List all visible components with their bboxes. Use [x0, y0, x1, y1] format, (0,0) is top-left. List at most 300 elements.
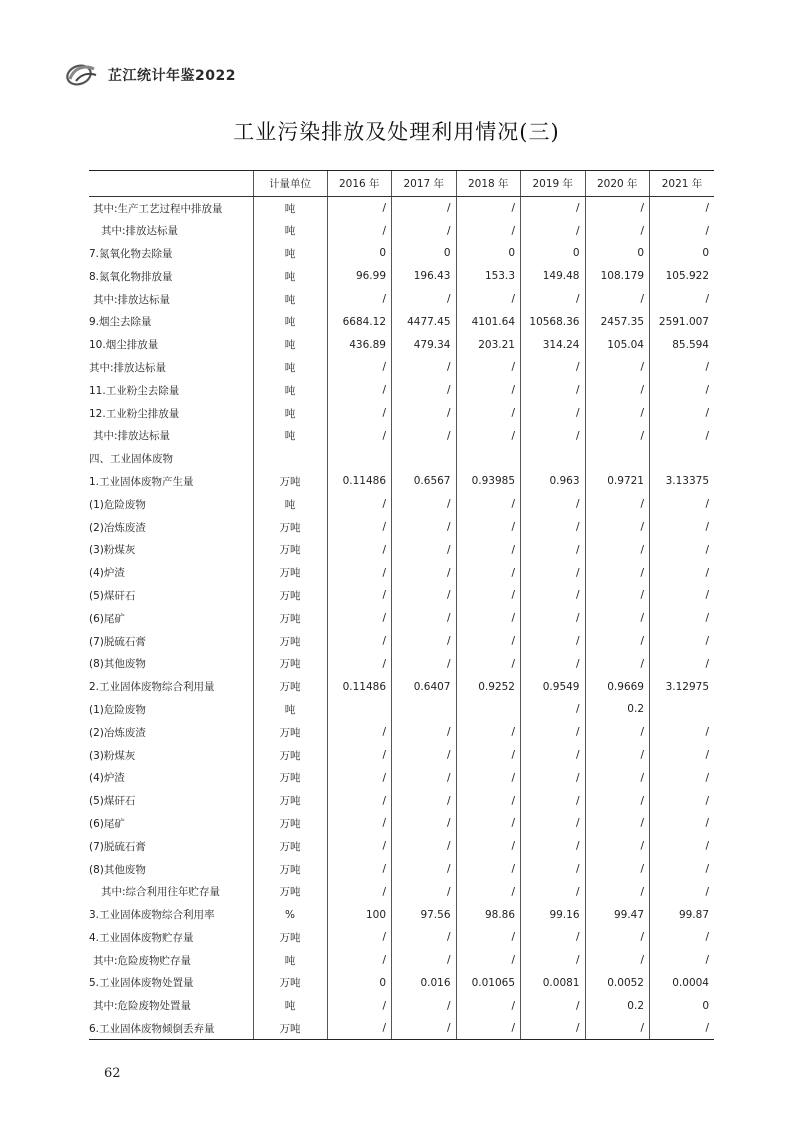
row-label: 四、工业固体废物 — [89, 453, 173, 466]
row-unit: 万吨 — [253, 744, 327, 767]
table-row — [89, 698, 714, 721]
cell-value: / — [456, 858, 521, 881]
cell-value: 0 — [521, 242, 586, 265]
row-label: 12.工业粉尘排放量 — [89, 407, 180, 420]
cell-value: 314.24 — [521, 333, 586, 356]
table-row — [89, 766, 714, 789]
table-row — [89, 470, 714, 493]
cell-value: / — [327, 858, 392, 881]
row-unit: 吨 — [253, 197, 327, 220]
table-row — [89, 858, 714, 881]
cell-value: / — [456, 607, 521, 630]
table-row — [89, 333, 714, 356]
cell-value: / — [521, 812, 586, 835]
cell-value: 0 — [650, 994, 715, 1017]
cell-value: 0.93985 — [456, 470, 521, 493]
cell-value: 2591.007 — [650, 310, 715, 333]
cell-value: 2457.35 — [585, 310, 650, 333]
cell-value: 0 — [456, 242, 521, 265]
row-label: (1)危险废物 — [89, 703, 146, 716]
column-header: 2021 年 — [650, 171, 715, 197]
cell-value: / — [456, 721, 521, 744]
cell-value: 0.9669 — [585, 675, 650, 698]
cell-value: / — [521, 424, 586, 447]
cell-value: / — [456, 812, 521, 835]
cell-value: / — [585, 607, 650, 630]
cell-value: 105.04 — [585, 333, 650, 356]
cell-value: / — [650, 721, 715, 744]
cell-value: 0.2 — [585, 698, 650, 721]
row-unit: 万吨 — [253, 516, 327, 539]
table-row — [89, 424, 714, 447]
row-unit: 吨 — [253, 356, 327, 379]
cell-value: / — [392, 219, 457, 242]
cell-value: / — [327, 219, 392, 242]
table-row — [89, 493, 714, 516]
row-label: 其中:综合利用往年贮存量 — [101, 886, 221, 899]
cell-value — [327, 698, 392, 721]
cell-value: / — [521, 1017, 586, 1040]
row-label: 1.工业固体废物产生量 — [89, 475, 194, 488]
cell-value: 0.963 — [521, 470, 586, 493]
cell-value: / — [585, 493, 650, 516]
cell-value: / — [456, 949, 521, 972]
cell-value: 0 — [327, 972, 392, 995]
cell-value: 98.86 — [456, 903, 521, 926]
cell-value: / — [585, 858, 650, 881]
cell-value: / — [521, 538, 586, 561]
row-label: (6)尾矿 — [89, 817, 125, 830]
row-unit: 万吨 — [253, 675, 327, 698]
cell-value: / — [392, 493, 457, 516]
row-label: (8)其他废物 — [89, 658, 146, 671]
cell-value: / — [327, 721, 392, 744]
table-row — [89, 880, 714, 903]
cell-value: / — [521, 288, 586, 311]
page-title: 工业污染排放及处理利用情况(三) — [233, 120, 560, 144]
cell-value: / — [456, 1017, 521, 1040]
cell-value: / — [650, 789, 715, 812]
row-label: 3.工业固体废物综合利用率 — [89, 909, 215, 922]
row-label: (2)冶炼废渣 — [89, 726, 146, 739]
cell-value: 203.21 — [456, 333, 521, 356]
cell-value: / — [650, 607, 715, 630]
cell-value: / — [456, 835, 521, 858]
cell-value: / — [327, 288, 392, 311]
cell-value: / — [392, 926, 457, 949]
table-row — [89, 903, 714, 926]
cell-value: / — [327, 630, 392, 653]
cell-value: / — [456, 288, 521, 311]
cell-value: / — [650, 812, 715, 835]
cell-value: / — [392, 835, 457, 858]
row-unit: 万吨 — [253, 858, 327, 881]
cell-value: / — [650, 584, 715, 607]
column-header: 计量单位 — [253, 171, 327, 197]
cell-value: / — [521, 493, 586, 516]
cell-value: / — [585, 949, 650, 972]
cell-value: 0.6407 — [392, 675, 457, 698]
row-unit: 万吨 — [253, 880, 327, 903]
row-label: (1)危险废物 — [89, 498, 146, 511]
row-unit: 吨 — [253, 265, 327, 288]
cell-value: / — [327, 607, 392, 630]
page-header — [64, 62, 236, 88]
cell-value: / — [521, 584, 586, 607]
cell-value: / — [585, 812, 650, 835]
row-label: (7)脱硫石膏 — [89, 840, 146, 853]
cell-value: / — [585, 652, 650, 675]
cell-value: / — [521, 561, 586, 584]
cell-value: / — [456, 789, 521, 812]
row-unit: 万吨 — [253, 835, 327, 858]
cell-value: 0.9721 — [585, 470, 650, 493]
cell-value: / — [327, 424, 392, 447]
row-unit: 吨 — [253, 333, 327, 356]
cell-value: / — [456, 538, 521, 561]
table-row — [89, 538, 714, 561]
cell-value: / — [650, 379, 715, 402]
row-unit: 吨 — [253, 994, 327, 1017]
cell-value: / — [392, 516, 457, 539]
cell-value: 3.13375 — [650, 470, 715, 493]
cell-value: / — [521, 858, 586, 881]
cell-value: 10568.36 — [521, 310, 586, 333]
row-label: (5)煤矸石 — [89, 589, 136, 602]
cell-value: 0 — [327, 242, 392, 265]
cell-value — [327, 447, 392, 470]
cell-value: / — [585, 926, 650, 949]
cell-value — [650, 447, 715, 470]
cell-value: / — [392, 880, 457, 903]
cell-value: / — [650, 516, 715, 539]
cell-value: / — [585, 561, 650, 584]
row-label: 其中:排放达标量 — [93, 293, 171, 306]
cell-value: 0.9549 — [521, 675, 586, 698]
row-label: 6.工业固体废物倾倒丢弃量 — [89, 1017, 253, 1040]
cell-value: / — [327, 880, 392, 903]
row-label: 10.烟尘排放量 — [89, 339, 159, 352]
table-row — [89, 812, 714, 835]
cell-value: 0.9252 — [456, 675, 521, 698]
row-label: 其中:排放达标量 — [89, 361, 167, 374]
row-label: (4)炉渣 — [89, 567, 125, 580]
table-row — [89, 630, 714, 653]
row-unit: 万吨 — [253, 789, 327, 812]
table-row — [89, 675, 714, 698]
row-label: (2)冶炼废渣 — [89, 521, 146, 534]
row-label: 7.氮氧化物去除量 — [89, 247, 173, 260]
row-unit: 吨 — [253, 949, 327, 972]
row-unit: 万吨 — [253, 972, 327, 995]
cell-value — [650, 698, 715, 721]
table-row — [89, 721, 714, 744]
cell-value: / — [456, 561, 521, 584]
cell-value: / — [521, 766, 586, 789]
cell-value: / — [327, 584, 392, 607]
row-label: (6)尾矿 — [89, 612, 125, 625]
row-label: 其中:排放达标量 — [101, 225, 179, 238]
table-row — [89, 447, 714, 470]
yearbook-title: 芷江统计年鉴2022 — [108, 68, 236, 84]
table-body — [89, 197, 714, 1040]
cell-value: 99.87 — [650, 903, 715, 926]
table-row — [89, 835, 714, 858]
cell-value: / — [456, 402, 521, 425]
cell-value: / — [521, 197, 586, 220]
row-label: (7)脱硫石膏 — [89, 635, 146, 648]
row-unit: 万吨 — [253, 538, 327, 561]
cell-value: / — [456, 424, 521, 447]
cell-value: / — [521, 698, 586, 721]
cell-value: / — [327, 835, 392, 858]
cell-value: / — [650, 858, 715, 881]
row-label: 11.工业粉尘去除量 — [89, 384, 180, 397]
cell-value: / — [585, 402, 650, 425]
cell-value: 0 — [585, 242, 650, 265]
cell-value: / — [392, 652, 457, 675]
cell-value: / — [521, 721, 586, 744]
cell-value: 0.0081 — [521, 972, 586, 995]
cell-value: / — [456, 766, 521, 789]
cell-value: / — [650, 356, 715, 379]
cell-value: / — [327, 538, 392, 561]
table-row — [89, 288, 714, 311]
cell-value: 479.34 — [392, 333, 457, 356]
cell-value: / — [521, 607, 586, 630]
cell-value: / — [456, 652, 521, 675]
cell-value: / — [456, 630, 521, 653]
row-label: 8.氮氧化物排放量 — [89, 270, 173, 283]
cell-value: / — [327, 789, 392, 812]
cell-value: / — [650, 561, 715, 584]
cell-value: / — [392, 630, 457, 653]
cell-value: / — [650, 1017, 715, 1040]
cell-value: / — [585, 721, 650, 744]
cell-value: / — [650, 197, 715, 220]
row-unit: 万吨 — [253, 561, 327, 584]
cell-value: / — [392, 789, 457, 812]
cell-value: / — [392, 744, 457, 767]
cell-value: / — [392, 538, 457, 561]
row-unit: 万吨 — [253, 926, 327, 949]
row-unit: 吨 — [253, 288, 327, 311]
cell-value: / — [650, 288, 715, 311]
cell-value: / — [585, 379, 650, 402]
row-unit: 吨 — [253, 402, 327, 425]
cell-value: / — [392, 197, 457, 220]
cell-value: 100 — [327, 903, 392, 926]
cell-value: 0.11486 — [327, 470, 392, 493]
cell-value: 436.89 — [327, 333, 392, 356]
row-unit: 万吨 — [253, 607, 327, 630]
cell-value — [392, 698, 457, 721]
table-row — [89, 652, 714, 675]
cell-value: 96.99 — [327, 265, 392, 288]
row-unit: 吨 — [253, 242, 327, 265]
cell-value: / — [585, 516, 650, 539]
cell-value: / — [521, 789, 586, 812]
cell-value: 0.016 — [392, 972, 457, 995]
cell-value: / — [327, 197, 392, 220]
row-unit — [253, 447, 327, 470]
cell-value: / — [392, 607, 457, 630]
cell-value: / — [650, 630, 715, 653]
cell-value: 153.3 — [456, 265, 521, 288]
cell-value: / — [650, 538, 715, 561]
row-unit: 万吨 — [253, 652, 327, 675]
cell-value: / — [585, 288, 650, 311]
cell-value: / — [585, 584, 650, 607]
cell-value: / — [650, 880, 715, 903]
cell-value — [456, 698, 521, 721]
cell-value: 196.43 — [392, 265, 457, 288]
pollution-table — [89, 170, 714, 1040]
cell-value: / — [585, 538, 650, 561]
row-label: 其中:危险废物贮存量 — [93, 954, 192, 967]
column-header: 2017 年 — [392, 171, 457, 197]
row-label: (5)煤矸石 — [89, 795, 136, 808]
cell-value: / — [327, 493, 392, 516]
cell-value: / — [392, 424, 457, 447]
cell-value: / — [456, 493, 521, 516]
table-row — [89, 402, 714, 425]
column-header: 2018 年 — [456, 171, 521, 197]
cell-value: / — [521, 630, 586, 653]
row-label: 2.工业固体废物综合利用量 — [89, 681, 215, 694]
row-label: 其中:危险废物处置量 — [93, 1000, 192, 1013]
cell-value: 0.2 — [585, 994, 650, 1017]
cell-value: / — [585, 766, 650, 789]
cell-value: / — [521, 356, 586, 379]
cell-value: / — [456, 516, 521, 539]
cell-value: 97.56 — [392, 903, 457, 926]
cell-value: / — [585, 356, 650, 379]
cell-value: 85.594 — [650, 333, 715, 356]
cell-value: / — [327, 379, 392, 402]
cell-value: / — [650, 493, 715, 516]
row-unit: 吨 — [253, 219, 327, 242]
cell-value: 0.01065 — [456, 972, 521, 995]
cell-value: 149.48 — [521, 265, 586, 288]
cell-value: 3.12975 — [650, 675, 715, 698]
row-unit: 万吨 — [253, 584, 327, 607]
row-label: 5.工业固体废物处置量 — [89, 977, 194, 990]
cell-value: / — [650, 424, 715, 447]
cell-value: / — [521, 402, 586, 425]
column-header: 2016 年 — [327, 171, 392, 197]
cell-value: / — [392, 994, 457, 1017]
cell-value: / — [585, 835, 650, 858]
cell-value: / — [392, 356, 457, 379]
cell-value: / — [650, 402, 715, 425]
row-label: 4.工业固体废物贮存量 — [89, 931, 194, 944]
row-unit: 吨 — [253, 698, 327, 721]
cell-value: / — [456, 744, 521, 767]
cell-value: / — [456, 584, 521, 607]
table-header-row — [89, 171, 714, 197]
table-row — [89, 949, 714, 972]
row-label: 其中:生产工艺过程中排放量 — [93, 202, 223, 215]
cell-value: 4477.45 — [392, 310, 457, 333]
cell-value: / — [650, 766, 715, 789]
cell-value: 99.16 — [521, 903, 586, 926]
cell-value: 0.11486 — [327, 675, 392, 698]
table-row — [89, 744, 714, 767]
row-unit: % — [253, 903, 327, 926]
cell-value: / — [327, 402, 392, 425]
cell-value: / — [392, 858, 457, 881]
cell-value: / — [650, 949, 715, 972]
row-unit: 万吨 — [253, 766, 327, 789]
column-header: 2019 年 — [521, 171, 586, 197]
cell-value: / — [521, 949, 586, 972]
table-row — [89, 379, 714, 402]
cell-value: / — [521, 994, 586, 1017]
cell-value — [585, 447, 650, 470]
cell-value: / — [392, 584, 457, 607]
cell-value: / — [456, 219, 521, 242]
cell-value: / — [392, 379, 457, 402]
cell-value: / — [327, 652, 392, 675]
cell-value: / — [392, 949, 457, 972]
cell-value: 0.6567 — [392, 470, 457, 493]
column-header: 2020 年 — [585, 171, 650, 197]
table-row — [89, 516, 714, 539]
cell-value: / — [327, 994, 392, 1017]
row-label: (3)粉煤灰 — [89, 749, 136, 762]
cell-value: / — [392, 402, 457, 425]
row-unit: 万吨 — [253, 1017, 327, 1040]
cell-value: / — [521, 744, 586, 767]
yearbook-logo-icon — [64, 63, 100, 87]
table-row — [89, 197, 714, 220]
cell-value: / — [456, 994, 521, 1017]
page-number: 62 — [104, 1066, 121, 1081]
cell-value: / — [456, 356, 521, 379]
row-unit: 吨 — [253, 424, 327, 447]
cell-value: 108.179 — [585, 265, 650, 288]
row-label: (8)其他废物 — [89, 863, 146, 876]
cell-value: / — [521, 926, 586, 949]
cell-value: / — [521, 379, 586, 402]
cell-value: 6684.12 — [327, 310, 392, 333]
table-row — [89, 926, 714, 949]
cell-value: / — [585, 424, 650, 447]
cell-value: / — [521, 835, 586, 858]
cell-value: / — [650, 926, 715, 949]
cell-value: / — [521, 219, 586, 242]
cell-value: / — [392, 721, 457, 744]
cell-value: / — [650, 835, 715, 858]
row-unit: 吨 — [253, 379, 327, 402]
table-row — [89, 356, 714, 379]
table-row — [89, 242, 714, 265]
cell-value: / — [327, 812, 392, 835]
table-row — [89, 1017, 714, 1040]
table-row — [89, 310, 714, 333]
table-row — [89, 789, 714, 812]
table-row — [89, 265, 714, 288]
cell-value: / — [585, 880, 650, 903]
cell-value: / — [585, 789, 650, 812]
cell-value: / — [456, 926, 521, 949]
cell-value: 0.0052 — [585, 972, 650, 995]
cell-value: / — [327, 949, 392, 972]
row-unit: 万吨 — [253, 470, 327, 493]
cell-value: / — [327, 516, 392, 539]
cell-value: / — [456, 197, 521, 220]
